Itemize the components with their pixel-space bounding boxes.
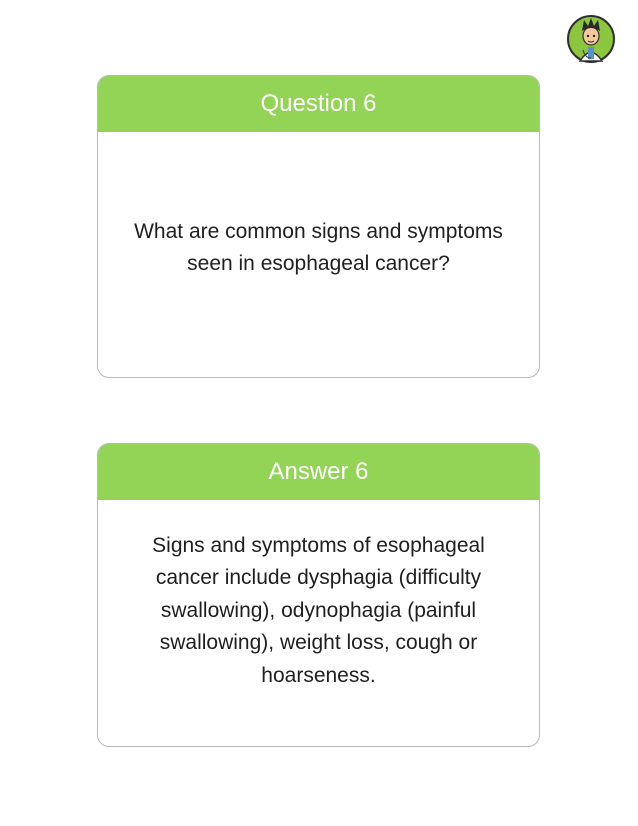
answer-card [97,443,540,747]
doctor-mascot-icon [566,14,616,64]
answer-card-title: Answer 6 [98,444,539,500]
answer-card-text: Signs and symptoms of esophageal cancer include dysphagia (difficulty swallowing), odynophagia (painful swallowing), weight loss, cough or hoarseness. [152,533,485,687]
question-card-text: What are common signs and symptoms seen in esophageal cancer? [134,219,503,275]
question-card-title: Question 6 [98,76,539,132]
question-card [97,75,540,378]
